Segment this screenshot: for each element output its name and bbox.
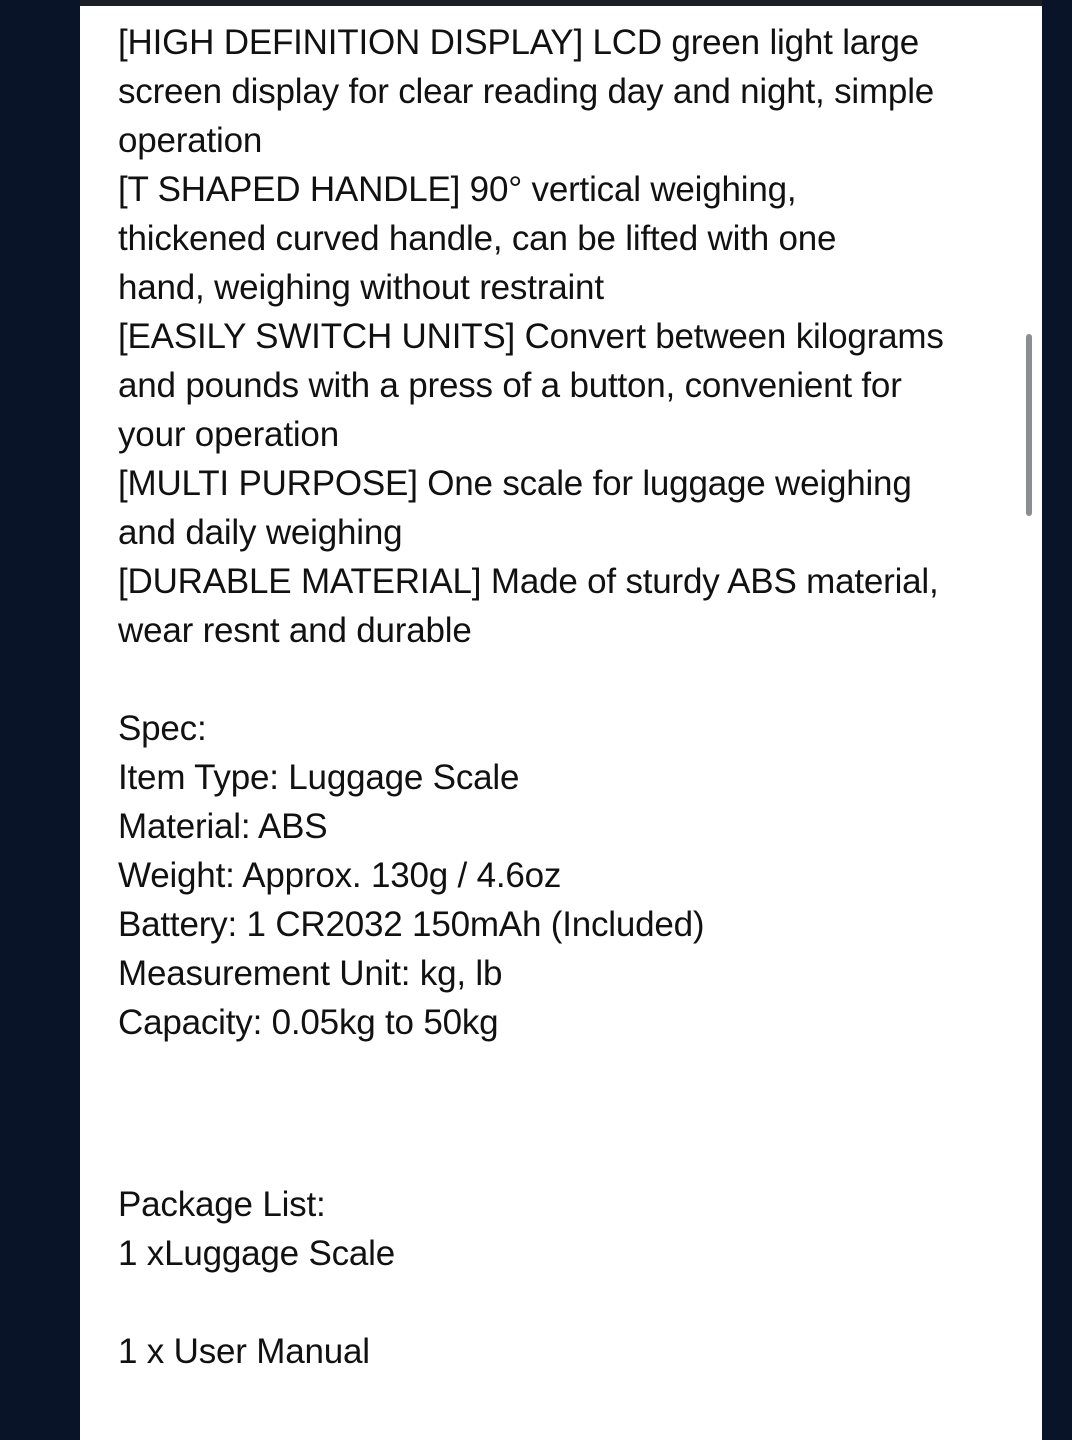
spec-battery: Battery: 1 CR2032 150mAh (Included) bbox=[118, 905, 705, 944]
feature-units-line-3: your operation bbox=[118, 415, 339, 454]
feature-material-line-1: [DURABLE MATERIAL] Made of sturdy ABS material, bbox=[118, 562, 939, 601]
spec-item-type: Item Type: Luggage Scale bbox=[118, 758, 520, 797]
feature-display-line-2: screen display for clear reading day and night, simple bbox=[118, 72, 935, 111]
spacer bbox=[118, 1278, 1018, 1327]
feature-display-line-1: [HIGH DEFINITION DISPLAY] LCD green light large bbox=[118, 23, 920, 62]
feature-purpose-line-2: and daily weighing bbox=[118, 513, 403, 552]
spec-heading: Spec: bbox=[118, 709, 207, 748]
spec-measurement-unit: Measurement Unit: kg, lb bbox=[118, 954, 503, 993]
left-dark-margin bbox=[0, 0, 80, 1440]
package-item-manual: 1 x User Manual bbox=[118, 1332, 370, 1371]
package-item-scale: 1 xLuggage Scale bbox=[118, 1234, 396, 1273]
spacer bbox=[118, 1047, 1018, 1145]
spec-capacity: Capacity: 0.05kg to 50kg bbox=[118, 1003, 499, 1042]
scrollbar-thumb[interactable] bbox=[1026, 334, 1032, 516]
spacer bbox=[118, 655, 1018, 704]
feature-handle-line-3: hand, weighing without restraint bbox=[118, 268, 604, 307]
feature-purpose-line-1: [MULTI PURPOSE] One scale for luggage weighing bbox=[118, 464, 912, 503]
feature-units-line-1: [EASILY SWITCH UNITS] Convert between kilograms bbox=[118, 317, 944, 356]
right-dark-margin bbox=[1042, 0, 1072, 1440]
product-description-panel bbox=[80, 6, 1042, 1440]
feature-display-line-3: operation bbox=[118, 121, 263, 160]
spacer bbox=[118, 1145, 1018, 1180]
scrollbar[interactable] bbox=[1024, 6, 1034, 1440]
spec-weight: Weight: Approx. 130g / 4.6oz bbox=[118, 856, 562, 895]
feature-handle-line-1: [T SHAPED HANDLE] 90° vertical weighing, bbox=[118, 170, 797, 209]
spec-material: Material: ABS bbox=[118, 807, 328, 846]
description-text bbox=[118, 18, 1018, 1376]
package-heading: Package List: bbox=[118, 1185, 326, 1224]
feature-handle-line-2: thickened curved handle, can be lifted with one bbox=[118, 219, 837, 258]
feature-units-line-2: and pounds with a press of a button, convenient for bbox=[118, 366, 902, 405]
feature-material-line-2: wear resnt and durable bbox=[118, 611, 472, 650]
